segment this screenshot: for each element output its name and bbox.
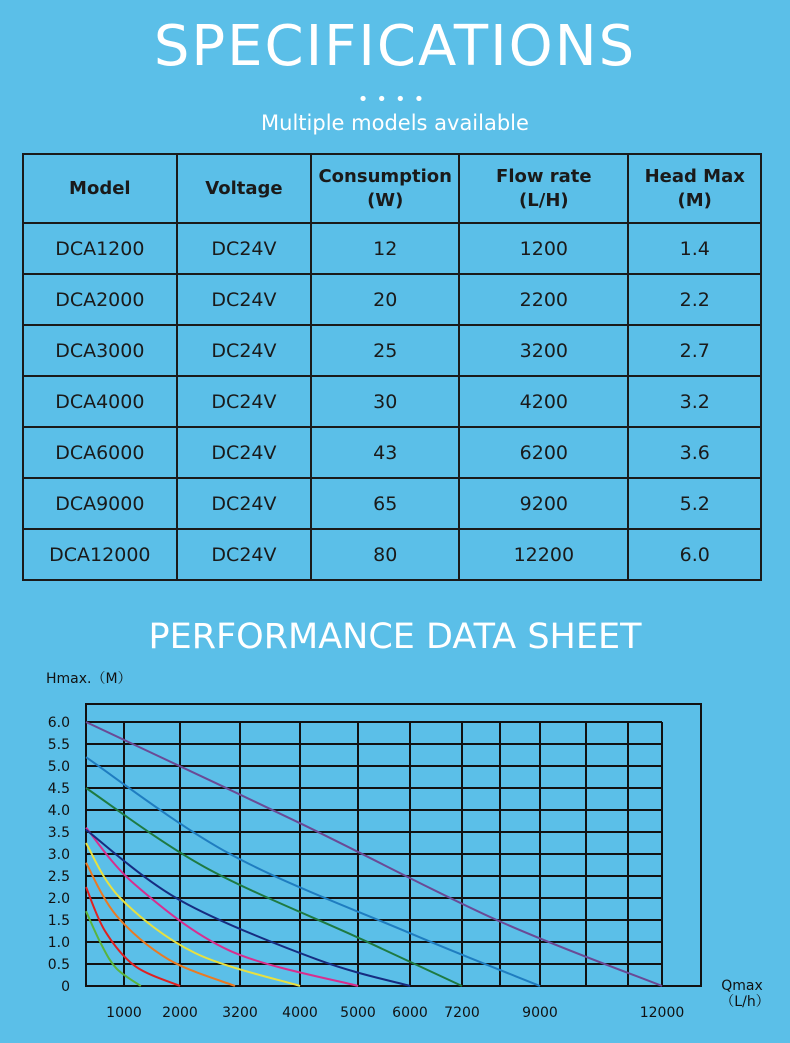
table-cell: 2200 xyxy=(459,274,628,325)
y-tick-label: 1.5 xyxy=(47,913,70,929)
table-cell: 3.2 xyxy=(628,376,761,427)
x-tick-label: 2000 xyxy=(162,1005,198,1021)
series-line-1 xyxy=(86,911,141,986)
table-cell: DC24V xyxy=(177,325,312,376)
table-cell: 6.0 xyxy=(628,529,761,580)
y-tick-label: 4.0 xyxy=(47,803,70,819)
table-header-cell: Head Max (M) xyxy=(628,154,761,223)
y-tick-label: 1.0 xyxy=(47,935,70,951)
table-cell: 3.6 xyxy=(628,427,761,478)
y-tick-label: 6.0 xyxy=(47,715,70,731)
y-tick-label: 3.0 xyxy=(47,847,70,863)
performance-title: PERFORMANCE DATA SHEET xyxy=(148,617,642,657)
table-cell: DCA12000 xyxy=(23,529,177,580)
series-line-5 xyxy=(86,828,358,986)
x-tick-label: 3200 xyxy=(222,1005,258,1021)
y-tick-label: 5.0 xyxy=(47,759,70,775)
table-header-cell: Model xyxy=(23,154,177,223)
table-cell: 3200 xyxy=(459,325,628,376)
series-line-3 xyxy=(86,863,235,986)
table-cell: 12 xyxy=(311,223,459,274)
y-tick-label: 3.5 xyxy=(47,825,70,841)
table-cell: DCA4000 xyxy=(23,376,177,427)
table-cell: 2.2 xyxy=(628,274,761,325)
decorative-dots: •••• xyxy=(357,89,433,110)
y-tick-label: 0 xyxy=(61,979,70,995)
table-cell: 1.4 xyxy=(628,223,761,274)
y-tick-label: 4.5 xyxy=(47,781,70,797)
table-cell: 30 xyxy=(311,376,459,427)
x-tick-label: 1000 xyxy=(106,1005,142,1021)
x-tick-label: 7200 xyxy=(444,1005,480,1021)
x-tick-label: 5000 xyxy=(340,1005,376,1021)
table-cell: DC24V xyxy=(177,529,312,580)
table-cell: 5.2 xyxy=(628,478,761,529)
table-header-cell: Flow rate (L/H) xyxy=(459,154,628,223)
table-cell: 1200 xyxy=(459,223,628,274)
table-cell: DCA6000 xyxy=(23,427,177,478)
specifications-subtitle: Multiple models available xyxy=(261,111,529,135)
table-cell: DC24V xyxy=(177,427,312,478)
x-axis-label: Qmax xyxy=(721,978,763,994)
y-tick-label: 5.5 xyxy=(47,737,70,753)
y-tick-label: 2.5 xyxy=(47,869,70,885)
table-cell: DCA1200 xyxy=(23,223,177,274)
table-cell: 20 xyxy=(311,274,459,325)
table-header-cell: Voltage xyxy=(177,154,312,223)
table-cell: DCA9000 xyxy=(23,478,177,529)
specifications-title: SPECIFICATIONS xyxy=(153,14,637,79)
table-cell: 25 xyxy=(311,325,459,376)
y-tick-label: 2.0 xyxy=(47,891,70,907)
table-cell: 65 xyxy=(311,478,459,529)
y-axis-label: Hmax.（M） xyxy=(46,671,132,687)
table-cell: 12200 xyxy=(459,529,628,580)
table-cell: 4200 xyxy=(459,376,628,427)
table-cell: DCA2000 xyxy=(23,274,177,325)
table-cell: DCA3000 xyxy=(23,325,177,376)
table-cell: DC24V xyxy=(177,478,312,529)
table-header-cell: Consumption (W) xyxy=(311,154,459,223)
table-cell: 2.7 xyxy=(628,325,761,376)
table-cell: 43 xyxy=(311,427,459,478)
table-cell: DC24V xyxy=(177,376,312,427)
table-cell: DC24V xyxy=(177,223,312,274)
table-cell: DC24V xyxy=(177,274,312,325)
table-cell: 9200 xyxy=(459,478,628,529)
x-tick-label: 12000 xyxy=(639,1005,685,1021)
x-tick-label: 6000 xyxy=(392,1005,428,1021)
y-tick-label: 0.5 xyxy=(47,957,70,973)
x-tick-label: 9000 xyxy=(522,1005,558,1021)
x-tick-label: 4000 xyxy=(282,1005,318,1021)
series-line-8 xyxy=(86,757,540,986)
series-line-7 xyxy=(86,788,462,986)
table-cell: 80 xyxy=(311,529,459,580)
x-axis-unit-label: （L/h） xyxy=(720,994,770,1010)
table-cell: 6200 xyxy=(459,427,628,478)
